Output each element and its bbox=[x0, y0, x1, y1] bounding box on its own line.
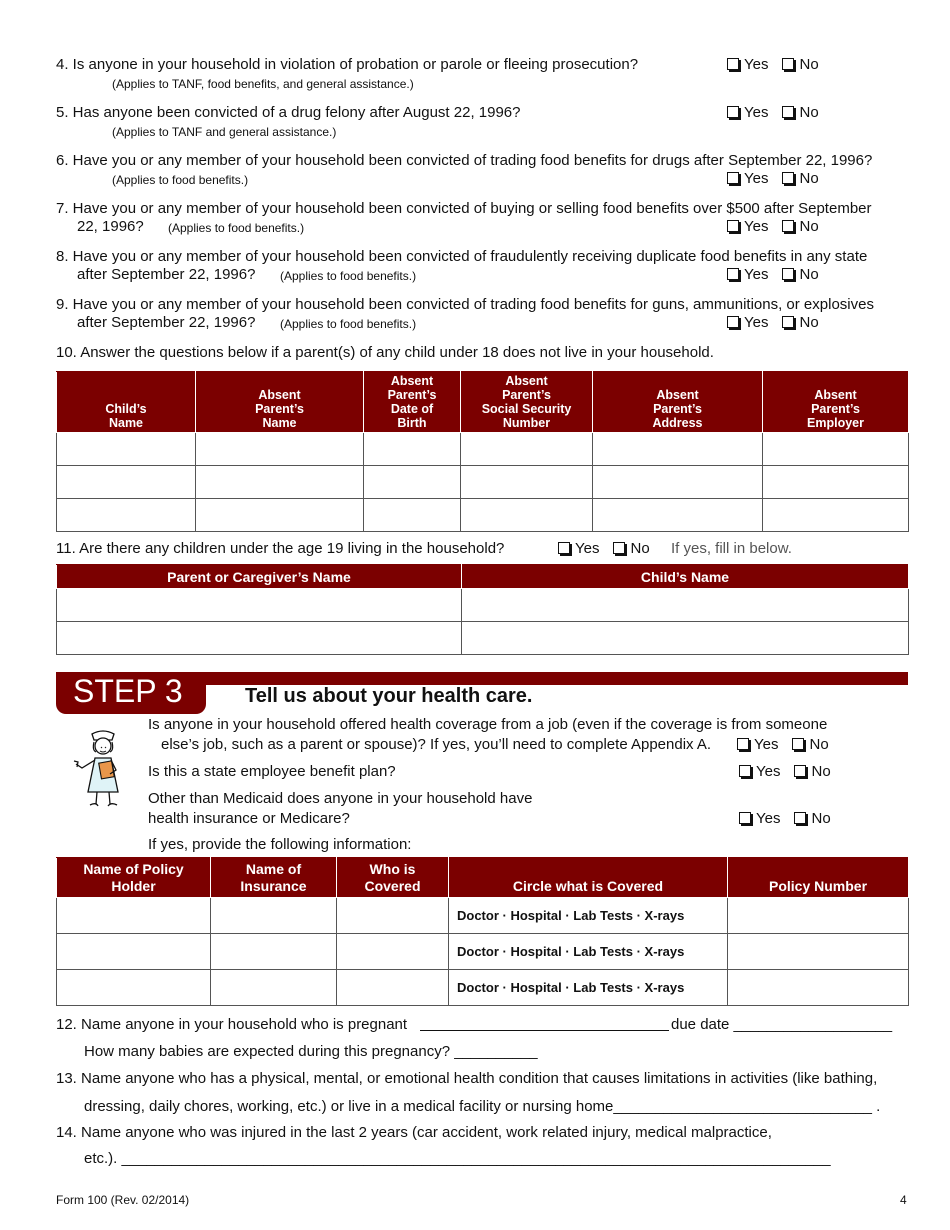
coverage-options[interactable]: Doctor · Hospital · Lab Tests · X-rays bbox=[449, 970, 728, 1006]
state-plan-yes-checkbox[interactable] bbox=[739, 765, 751, 777]
health-q-job-yes-no: Yes No bbox=[737, 736, 829, 753]
q11-no-checkbox[interactable] bbox=[613, 542, 625, 554]
table-row bbox=[57, 934, 909, 970]
q9-no-checkbox[interactable] bbox=[782, 316, 794, 328]
q5-yes-no: Yes No bbox=[727, 104, 819, 121]
q12-babies-expected[interactable]: How many babies are expected during this pregnancy? __________ bbox=[84, 1043, 538, 1060]
table-cell[interactable] bbox=[196, 466, 364, 499]
table-cell[interactable] bbox=[337, 934, 449, 970]
q8-note: (Applies to food benefits.) bbox=[280, 269, 417, 283]
job-coverage-yes-checkbox[interactable] bbox=[737, 738, 749, 750]
table-cell[interactable] bbox=[728, 970, 909, 1006]
table-cell[interactable] bbox=[364, 433, 461, 466]
table-cell[interactable] bbox=[593, 466, 763, 499]
table-cell[interactable] bbox=[763, 466, 909, 499]
q8-no-checkbox[interactable] bbox=[782, 268, 794, 280]
table-row bbox=[57, 970, 909, 1006]
q5-yes-checkbox[interactable] bbox=[727, 106, 739, 118]
q9-yes-checkbox[interactable] bbox=[727, 316, 739, 328]
table-cell[interactable] bbox=[461, 499, 593, 532]
table-cell[interactable] bbox=[57, 589, 462, 622]
absent-parent-table bbox=[56, 371, 909, 532]
q4-no-checkbox[interactable] bbox=[782, 58, 794, 70]
table-cell[interactable] bbox=[57, 433, 196, 466]
health-q-job-line2: else’s job, such as a parent or spouse)? If yes, you’ll need to complete Appendix A. bbox=[161, 736, 712, 753]
q10-text: 10. Answer the questions below if a parent(s) of any child under 18 does not live in your household. bbox=[56, 344, 714, 361]
table-cell[interactable] bbox=[337, 898, 449, 934]
health-q-other-yes-no: Yes No bbox=[739, 810, 831, 827]
q5-note: (Applies to TANF and general assistance.) bbox=[112, 125, 337, 139]
pregnant-name-line[interactable] bbox=[420, 1030, 669, 1031]
insurance-table bbox=[56, 857, 909, 1006]
table-cell[interactable] bbox=[211, 970, 337, 1006]
q7-yes-checkbox[interactable] bbox=[727, 220, 739, 232]
table-cell[interactable] bbox=[728, 898, 909, 934]
other-insurance-yes-checkbox[interactable] bbox=[739, 812, 751, 824]
q6-yes-no: Yes No bbox=[727, 170, 819, 187]
table-cell[interactable] bbox=[57, 466, 196, 499]
q8-yes-no: Yes No bbox=[727, 266, 819, 283]
table-row bbox=[57, 589, 909, 622]
header-parent-caregiver-name: Parent or Caregiver’s Name bbox=[57, 565, 462, 589]
q6-no-checkbox[interactable] bbox=[782, 172, 794, 184]
q5-text: 5. Has anyone been convicted of a drug felony after August 22, 1996? bbox=[56, 104, 521, 121]
table-cell[interactable] bbox=[211, 934, 337, 970]
q4-yes-checkbox[interactable] bbox=[727, 58, 739, 70]
q8-yes-checkbox[interactable] bbox=[727, 268, 739, 280]
q11-yes-no: Yes No bbox=[558, 540, 650, 557]
table-cell[interactable] bbox=[462, 589, 909, 622]
q14-text-line1: 14. Name anyone who was injured in the last 2 years (car accident, work related injury, medical malpractice, bbox=[56, 1124, 772, 1141]
q4-yes-no: Yes No bbox=[727, 56, 819, 73]
step3-title: Tell us about your health care. bbox=[245, 685, 533, 707]
q8-text: 8. Have you or any member of your household been convicted of fraudulently receiving duplicate food benefits in any state bbox=[56, 248, 868, 265]
table-cell[interactable] bbox=[57, 898, 211, 934]
table-cell[interactable] bbox=[461, 433, 593, 466]
header-policy-number: Policy Number bbox=[728, 858, 909, 898]
table-cell[interactable] bbox=[763, 499, 909, 532]
header-who-covered: Who is Covered bbox=[337, 858, 449, 898]
table-row bbox=[57, 622, 909, 655]
q14-text-line2[interactable]: etc.). _____________________________________________________________________________________ bbox=[84, 1150, 831, 1167]
table-cell[interactable] bbox=[728, 934, 909, 970]
step3-label: STEP 3 bbox=[73, 673, 183, 709]
state-plan-no-checkbox[interactable] bbox=[794, 765, 806, 777]
header-absent-parent-address: Absent Parent’s Address bbox=[593, 372, 763, 433]
table-cell[interactable] bbox=[461, 466, 593, 499]
q9-text-cont: after September 22, 1996? bbox=[77, 314, 256, 331]
table-cell[interactable] bbox=[196, 433, 364, 466]
q6-note: (Applies to food benefits.) bbox=[112, 173, 249, 187]
q6-text: 6. Have you or any member of your household been convicted of trading food benefits for drugs after September 22, 1996? bbox=[56, 152, 873, 169]
table-cell[interactable] bbox=[57, 499, 196, 532]
health-q-other-line2: health insurance or Medicare? bbox=[148, 810, 350, 827]
table-cell[interactable] bbox=[57, 622, 462, 655]
q4-text: 4. Is anyone in your household in violation of probation or parole or fleeing prosecution? bbox=[56, 56, 639, 73]
q11-yes-checkbox[interactable] bbox=[558, 542, 570, 554]
header-childs-name: Child’s Name bbox=[57, 372, 196, 433]
health-q-job-line1: Is anyone in your household offered health coverage from a job (even if the coverage is from someone bbox=[148, 716, 828, 733]
q7-text: 7. Have you or any member of your household been convicted of buying or selling food benefits over $500 after September bbox=[56, 200, 872, 217]
health-q-other-line1: Other than Medicaid does anyone in your household have bbox=[148, 790, 533, 807]
header-absent-parent-ssn: Absent Parent’s Social Security Number bbox=[461, 372, 593, 433]
q7-no-checkbox[interactable] bbox=[782, 220, 794, 232]
q6-yes-checkbox[interactable] bbox=[727, 172, 739, 184]
q13-text-line2[interactable]: dressing, daily chores, working, etc.) or live in a medical facility or nursing home_______________________________ . bbox=[84, 1098, 881, 1115]
table-row bbox=[57, 898, 909, 934]
q4-note: (Applies to TANF, food benefits, and general assistance.) bbox=[112, 77, 414, 91]
q5-no-checkbox[interactable] bbox=[782, 106, 794, 118]
table-cell[interactable] bbox=[364, 466, 461, 499]
table-cell[interactable] bbox=[211, 898, 337, 934]
table-cell[interactable] bbox=[364, 499, 461, 532]
q11-fill-note: If yes, fill in below. bbox=[671, 540, 792, 557]
q7-yes-no: Yes No bbox=[727, 218, 819, 235]
q9-text: 9. Have you or any member of your household been convicted of trading food benefits for guns, ammunitions, or explosives bbox=[56, 296, 874, 313]
table-cell[interactable] bbox=[763, 433, 909, 466]
table-row bbox=[57, 433, 909, 466]
health-ifyes-note: If yes, provide the following information: bbox=[148, 836, 412, 853]
table-cell[interactable] bbox=[462, 622, 909, 655]
q12-due-date[interactable]: due date ___________________ bbox=[671, 1016, 893, 1033]
q9-yes-no: Yes No bbox=[727, 314, 819, 331]
table-cell[interactable] bbox=[57, 934, 211, 970]
q7-note: (Applies to food benefits.) bbox=[168, 221, 305, 235]
header-absent-parent-employer: Absent Parent’s Employer bbox=[763, 372, 909, 433]
job-coverage-no-checkbox[interactable] bbox=[792, 738, 804, 750]
header-absent-parent-dob: Absent Parent’s Date of Birth bbox=[364, 372, 461, 433]
coverage-options[interactable]: Doctor · Hospital · Lab Tests · X-rays bbox=[449, 898, 728, 934]
coverage-options[interactable]: Doctor · Hospital · Lab Tests · X-rays bbox=[449, 934, 728, 970]
q12-text: 12. Name anyone in your household who is pregnant bbox=[56, 1016, 408, 1033]
header-circle-covered: Circle what is Covered bbox=[449, 858, 728, 898]
table-cell[interactable] bbox=[593, 433, 763, 466]
header-absent-parent-name: Absent Parent’s Name bbox=[196, 372, 364, 433]
children-table bbox=[56, 564, 909, 655]
q11-text: 11. Are there any children under the age 19 living in the household? bbox=[56, 540, 505, 557]
header-insurance-name: Name of Insurance bbox=[211, 858, 337, 898]
header-policy-holder: Name of Policy Holder bbox=[57, 858, 211, 898]
table-cell[interactable] bbox=[593, 499, 763, 532]
health-q-state-yes-no: Yes No bbox=[739, 763, 831, 780]
health-q-state-plan: Is this a state employee benefit plan? bbox=[148, 763, 396, 780]
table-cell[interactable] bbox=[337, 970, 449, 1006]
q8-text-cont: after September 22, 1996? bbox=[77, 266, 256, 283]
table-cell[interactable] bbox=[196, 499, 364, 532]
q9-note: (Applies to food benefits.) bbox=[280, 317, 417, 331]
nurse-illustration-icon bbox=[70, 728, 130, 810]
page-number: 4 bbox=[900, 1193, 907, 1207]
q7-text-cont: 22, 1996? bbox=[77, 218, 144, 235]
table-cell[interactable] bbox=[57, 970, 211, 1006]
table-row bbox=[57, 499, 909, 532]
header-child-name: Child’s Name bbox=[462, 565, 909, 589]
other-insurance-no-checkbox[interactable] bbox=[794, 812, 806, 824]
form-number: Form 100 (Rev. 02/2014) bbox=[56, 1193, 190, 1207]
q13-text-line1: 13. Name anyone who has a physical, mental, or emotional health condition that causes limitations in activities (like bathing, bbox=[56, 1070, 878, 1087]
table-row bbox=[57, 466, 909, 499]
